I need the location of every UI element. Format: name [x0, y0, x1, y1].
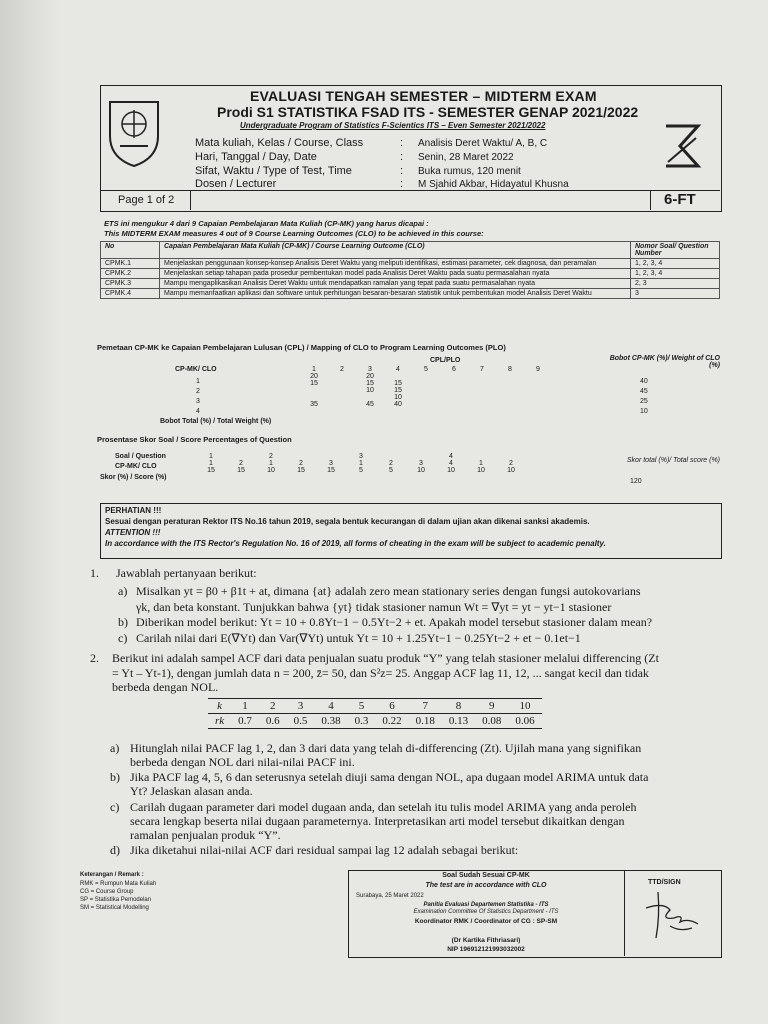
mapping-cell: 15: [366, 380, 374, 387]
clo-code: CPMK.2: [101, 269, 160, 279]
table-row: [101, 289, 720, 299]
mapping-col: 6: [452, 366, 456, 373]
mapping-cell: 15: [394, 380, 402, 387]
q2-d-text: Jika diketahui nilai-nilai ACF dari residual sampai lag 12 adalah sebagai berikut:: [130, 843, 519, 857]
info-sep: :: [400, 165, 404, 177]
clo-questions: 1, 2, 3, 4: [631, 269, 720, 279]
acf-value: 0.3: [354, 715, 369, 727]
sign-label: TTD/SIGN: [648, 879, 681, 886]
page-shadow: [0, 0, 60, 1024]
table-row: [300, 380, 552, 387]
score-q: [406, 453, 436, 460]
score-value: 10: [267, 467, 275, 474]
info-label: Hari, Tanggal / Day, Date: [195, 151, 317, 163]
mapping-col: 3: [368, 366, 372, 373]
page-number: Page 1 of 2: [118, 194, 175, 206]
mapping-row-label: CP-MK/ CLO: [175, 366, 217, 373]
score-value: 5: [359, 467, 363, 474]
q1-a-marker: a): [118, 584, 128, 598]
acf-lag: 2: [270, 700, 276, 712]
mapping-cell: [468, 380, 496, 387]
score-q: [376, 453, 406, 460]
clo-questions: 3: [631, 289, 720, 299]
mapping-weight-header: Bobot CP-MK (%)/ Weight of CLO (%): [609, 355, 720, 369]
mapping-weight: 10: [640, 408, 648, 415]
score-clo: 2: [509, 460, 513, 467]
signature-icon: [640, 888, 704, 944]
mapping-total: [412, 401, 440, 408]
score-value: 10: [417, 467, 425, 474]
mapping-cell: [300, 394, 328, 401]
score-clo: 4: [449, 460, 453, 467]
warning-text: Sesuai dengan peraturan Rektor ITS No.16 tahun 2019, segala bentuk kecurangan di dalam ujian akan dikenai sanksi akademis.: [105, 517, 590, 526]
clo-header-question: Nomor Soal/ Question Number: [631, 242, 720, 259]
table-row: [300, 394, 552, 401]
mapping-total: [496, 401, 524, 408]
mapping-clo: 3: [196, 398, 200, 405]
scores-table: [196, 453, 526, 474]
acf-value: 0.5: [293, 715, 308, 727]
info-value: Buka rumus, 120 menit: [418, 166, 521, 177]
mapping-cell: [468, 394, 496, 401]
mapping-total: 35: [310, 401, 318, 408]
remark-item: CG = Course Group: [80, 889, 134, 895]
acf-value: 0.18: [415, 715, 435, 727]
mapping-total: [468, 401, 496, 408]
mapping-cell: [412, 394, 440, 401]
q2-line-1: Berikut ini adalah sampel ACF dari data penjualan suatu produk “Y” yang telah stasioner melalui differencing (Zt: [112, 651, 659, 665]
warning-title-en: ATTENTION !!!: [105, 528, 161, 537]
q2-b-text: Jika PACF lag 4, 5, 6 dan seterusnya setelah diuji sama dengan NOL, apa dugaan model ARIMA untuk data: [130, 770, 649, 784]
mapping-cell: [496, 373, 524, 380]
acf-lag: 6: [389, 700, 395, 712]
q2-line-3: berbeda dengan NOL.: [112, 680, 219, 694]
acf-value: 0.38: [321, 715, 341, 727]
q1-c-text: Carilah nilai dari E(∇Yt) dan Var(∇Yt) untuk Yt = 10 + 1.25Yt−1 − 0.25Yt−2 + et − 0.1et−1: [136, 631, 581, 645]
mapping-cell: 15: [394, 387, 402, 394]
acf-lag: 9: [489, 700, 495, 712]
remark-item: SP = Statistika Pemodelan: [80, 897, 152, 903]
table-row: [101, 259, 720, 269]
mapping-col: 1: [312, 366, 316, 373]
mapping-cell: [440, 380, 468, 387]
scores-clo-label: CP-MK/ CLO: [115, 463, 157, 470]
score-q: [496, 453, 526, 460]
clo-desc: Mampu mengaplikasikan Analisis Deret Waktu untuk mendapatkan ramalan yang tepat pada suatu permasalahan nyata: [160, 279, 631, 289]
mapping-cell: [496, 380, 524, 387]
intro-line-1: ETS ini mengukur 4 dari 9 Capaian Pembelajaran Mata Kuliah (CP-MK) yang harus dicapai :: [104, 219, 429, 228]
exam-title: EVALUASI TENGAH SEMESTER – MIDTERM EXAM: [250, 88, 597, 104]
approval-nip: NIP 196912121993032002: [447, 946, 525, 953]
q2-c-text: Carilah dugaan parameter dari model dugaan anda, dan setelah itu tulis model ARIMA yang anda peroleh: [130, 800, 637, 814]
scores-score-label: Skor (%) / Score (%): [100, 474, 167, 481]
mapping-cell: 20: [366, 373, 374, 380]
mapping-total: [328, 401, 356, 408]
mapping-cell: [440, 373, 468, 380]
mapping-cell: [412, 373, 440, 380]
mapping-col: 5: [424, 366, 428, 373]
approval-date: Surabaya, 25 Maret 2022: [356, 893, 424, 899]
mapping-total: [440, 401, 468, 408]
table-row: [101, 279, 720, 289]
mapping-cell: [496, 394, 524, 401]
table-row: [300, 373, 552, 380]
mapping-cell: [524, 380, 552, 387]
remark-title: Keterangan / Remark :: [80, 872, 144, 878]
q2-d-marker: d): [110, 843, 120, 857]
mapping-cell: [524, 387, 552, 394]
score-q: [316, 453, 346, 460]
acf-value: 0.7: [238, 715, 252, 727]
mapping-table: [300, 366, 552, 408]
mapping-total: 40: [394, 401, 402, 408]
mapping-col: 2: [340, 366, 344, 373]
q1-number: 1.: [90, 566, 99, 580]
score-clo: 1: [269, 460, 273, 467]
scores-title: Prosentase Skor Soal / Score Percentages of Question: [97, 435, 292, 444]
info-sep: :: [400, 137, 404, 149]
score-q: [466, 453, 496, 460]
mapping-col: 4: [396, 366, 400, 373]
info-value: M Sjahid Akbar, Hidayatul Khusna: [418, 179, 569, 190]
score-q: [226, 453, 256, 460]
table-row: [101, 269, 720, 279]
its-logo-icon: [106, 96, 162, 168]
mapping-weight: 25: [640, 398, 648, 405]
score-value: 15: [237, 467, 245, 474]
score-clo: 3: [329, 460, 333, 467]
table-row: [300, 387, 552, 394]
clo-header-no: No: [101, 242, 160, 259]
mapping-cell: [412, 380, 440, 387]
intro-line-2: This MIDTERM EXAM measures 4 out of 9 Course Learning Outcomes (CLO) to be achieved in this course:: [104, 229, 484, 238]
mapping-title: Pemetaan CP-MK ke Capaian Pembelajaran Lulusan (CPL) / Mapping of CLO to Program Learning Outcomes (PLO): [97, 343, 506, 352]
mapping-cell: [440, 387, 468, 394]
mapping-cell: [328, 387, 356, 394]
header-divider: [100, 190, 720, 191]
q2-line-2: = Yt – Yt-1), dengan jumlah data n = 200, z̄= 50, dan S²z= 25. Anggap ACF lag 11, 12, ... sangat kecil dan tidak: [112, 666, 649, 680]
clo-table: [100, 241, 720, 299]
approval-coordinator: Koordinator RMK / Coordinator of CG : SP-SM: [414, 918, 558, 925]
warning-box: [100, 503, 722, 559]
q2-a-text: Hitunglah nilai PACF lag 1, 2, dan 3 dari data yang telah di-differencing (Zt). Ujilah mana yang signifikan: [130, 741, 642, 755]
info-sep: :: [400, 151, 404, 163]
statistics-logo-icon: [660, 118, 704, 174]
acf-lag: 3: [297, 700, 304, 712]
score-clo: 2: [239, 460, 243, 467]
mapping-weight: 45: [640, 388, 648, 395]
q1-a-text-2: γk, dan beta konstant. Tunjukkan bahwa {yt} tidak stasioner namun Wt = ∇yt = yt − yt−1 stasioner: [136, 600, 612, 614]
table-row: [196, 467, 526, 474]
acf-table: [208, 698, 542, 729]
q1-stem: Jawablah pertanyaan berikut:: [116, 566, 257, 580]
mapping-cell: 10: [394, 394, 402, 401]
clo-desc: Menjelaskan penggunaan konsep-konsep Analisis Deret Waktu yang meliputi identifikasi, estimasi parameter, cek diagnosa, dan peramalan: [160, 259, 631, 269]
table-row: [300, 401, 552, 408]
mapping-col: 7: [480, 366, 484, 373]
warning-title: PERHATIAN !!!: [105, 506, 162, 515]
mapping-cell: 15: [310, 380, 318, 387]
mapping-cell: [328, 373, 356, 380]
info-label: Sifat, Waktu / Type of Test, Time: [195, 165, 352, 177]
acf-lag: 4: [328, 700, 334, 712]
mapping-cell: [384, 373, 412, 380]
q2-b-text-2: Yt? Jelaskan alasan anda.: [130, 784, 253, 798]
warning-text-en: In accordance with the ITS Rector's Regulation No. 16 of 2019, all forms of cheating in the exam will be subject to academic penalty.: [105, 539, 606, 548]
mapping-cell: [524, 394, 552, 401]
score-value: 10: [507, 467, 515, 474]
q2-a-marker: a): [110, 741, 120, 755]
acf-lag: 5: [358, 700, 365, 712]
score-q: 1: [209, 453, 213, 460]
score-clo: 1: [479, 460, 483, 467]
mapping-cell: [524, 373, 552, 380]
info-value: Analisis Deret Waktu/ A, B, C: [418, 138, 548, 149]
score-value: 15: [327, 467, 335, 474]
mapping-col: 8: [508, 366, 512, 373]
program-subtitle: Undergraduate Program of Statistics F-Scientics ITS – Even Semester 2021/2022: [240, 121, 546, 130]
acf-value: 0.08: [482, 715, 502, 727]
q1-a-text: Misalkan yt = β0 + β1t + at, dimana {at} adalah zero mean stationary series dengan fungsi autokovarians: [136, 584, 641, 598]
remark-item: SM = Statistical Modelling: [80, 905, 149, 911]
q1-b-text: Diberikan model berikut: Yt = 10 + 0.8Yt−1 − 0.5Yt−2 + et. Apakah model tersebut stasioner dalam mean?: [136, 615, 653, 629]
score-clo: 2: [299, 460, 303, 467]
clo-desc: Menjelaskan setiap tahapan pada prosedur pembentukan model pada Analisis Deret Waktu pada suatu permasalahan nyata: [160, 269, 631, 279]
approval-committee: Panitia Evaluasi Departemen Statistika - ITS: [423, 902, 549, 908]
score-q: 3: [359, 453, 363, 460]
mapping-cell: [440, 394, 468, 401]
score-clo: 1: [359, 460, 363, 467]
acf-r-label: rk: [215, 715, 225, 727]
score-clo: 3: [419, 460, 423, 467]
acf-lag: 7: [422, 700, 429, 712]
info-label: Dosen / Lecturer: [195, 178, 277, 190]
score-value: 10: [477, 467, 485, 474]
mapping-cell: [468, 387, 496, 394]
mapping-cell: [468, 373, 496, 380]
exam-code: 6-FT: [664, 191, 696, 208]
acf-lag: 8: [455, 700, 462, 712]
mapping-cell: 20: [310, 373, 318, 380]
acf-value: 0.06: [515, 715, 535, 727]
mapping-clo: 4: [196, 408, 200, 415]
clo-questions: 1, 2, 3, 4: [631, 259, 720, 269]
table-row: [208, 714, 542, 729]
mapping-total-label: Bobot Total (%) / Total Weight (%): [160, 418, 272, 425]
score-clo: 2: [389, 460, 393, 467]
mapping-cell: [496, 387, 524, 394]
approval-line-2: The test are in accordance with CLO: [425, 882, 547, 889]
scores-q-label: Soal / Question: [115, 453, 166, 460]
q2-c-marker: c): [110, 800, 120, 814]
q2-c-text-3: ramalan penjualan produk “Y”.: [130, 828, 281, 842]
acf-k-label: k: [217, 700, 223, 712]
q2-number: 2.: [90, 651, 99, 665]
mapping-total: 45: [366, 401, 374, 408]
clo-questions: 2, 3: [631, 279, 720, 289]
score-clo: 1: [209, 460, 213, 467]
acf-value: 0.13: [448, 715, 469, 727]
score-value: 15: [207, 467, 215, 474]
clo-desc: Mampu memanfaatkan aplikasi dan software untuk perhitungan besaran-besaran statistik untuk pembentukan model Analisis Deret Waktu: [160, 289, 631, 299]
scores-total: 120: [630, 478, 642, 485]
q1-c-marker: c): [118, 631, 128, 645]
score-value: 5: [389, 467, 393, 474]
clo-code: CPMK.3: [101, 279, 160, 289]
mapping-total: [524, 401, 552, 408]
mapping-cell: [300, 387, 328, 394]
mapping-cell: [328, 380, 356, 387]
score-q: [286, 453, 316, 460]
score-q: 4: [449, 453, 453, 460]
mapping-cell: [356, 394, 384, 401]
acf-value: 0.22: [382, 715, 402, 727]
clo-code: CPMK.4: [101, 289, 160, 299]
acf-value: 0.6: [265, 715, 280, 727]
mapping-weight: 40: [640, 378, 648, 385]
code-separator: [650, 190, 651, 210]
mapping-cell: [328, 394, 356, 401]
approval-signer: (Dr Kartika Fithriasari): [451, 937, 521, 944]
info-sep: :: [400, 178, 404, 190]
page-separator: [190, 190, 191, 210]
acf-lag: 1: [242, 700, 248, 712]
clo-header-desc: Capaian Pembelajaran Mata Kuliah (CP-MK) / Course Learning Outcome (CLO): [160, 242, 631, 259]
score-value: 10: [447, 467, 455, 474]
mapping-col: 9: [536, 366, 540, 373]
approval-committee-en: Examination Committee Of Statistics Department - ITS: [413, 909, 559, 915]
q2-a-text-2: berbeda dengan NOL dari nilai-nilai PACF ini.: [130, 755, 355, 769]
mapping-cell: 10: [366, 387, 374, 394]
mapping-clo: 2: [196, 388, 200, 395]
info-label: Mata kuliah, Kelas / Course, Class: [195, 137, 364, 149]
mapping-clo: 1: [196, 378, 200, 385]
scores-total-header: Skor total (%)/ Total score (%): [626, 457, 720, 464]
q2-c-text-2: secara lengkap beserta nilai dugaan parameternya. Interpretasikan arti model tersebut dikaitkan dengan: [130, 814, 625, 828]
clo-code: CPMK.1: [101, 259, 160, 269]
acf-lag: 10: [519, 700, 531, 712]
score-q: 2: [269, 453, 273, 460]
score-value: 15: [297, 467, 305, 474]
remark-item: RMK = Rumpun Mata Kuliah: [80, 881, 157, 887]
mapping-cpl-label: CPL/PLO: [430, 357, 461, 364]
q1-b-marker: b): [118, 615, 128, 629]
info-value: Senin, 28 Maret 2022: [418, 152, 514, 163]
mapping-cell: [412, 387, 440, 394]
table-row: [196, 460, 526, 467]
approval-line-1: Soal Sudah Sesuai CP-MK: [442, 872, 530, 879]
q2-b-marker: b): [110, 770, 120, 784]
program-title: Prodi S1 STATISTIKA FSAD ITS - SEMESTER GENAP 2021/2022: [217, 104, 639, 120]
